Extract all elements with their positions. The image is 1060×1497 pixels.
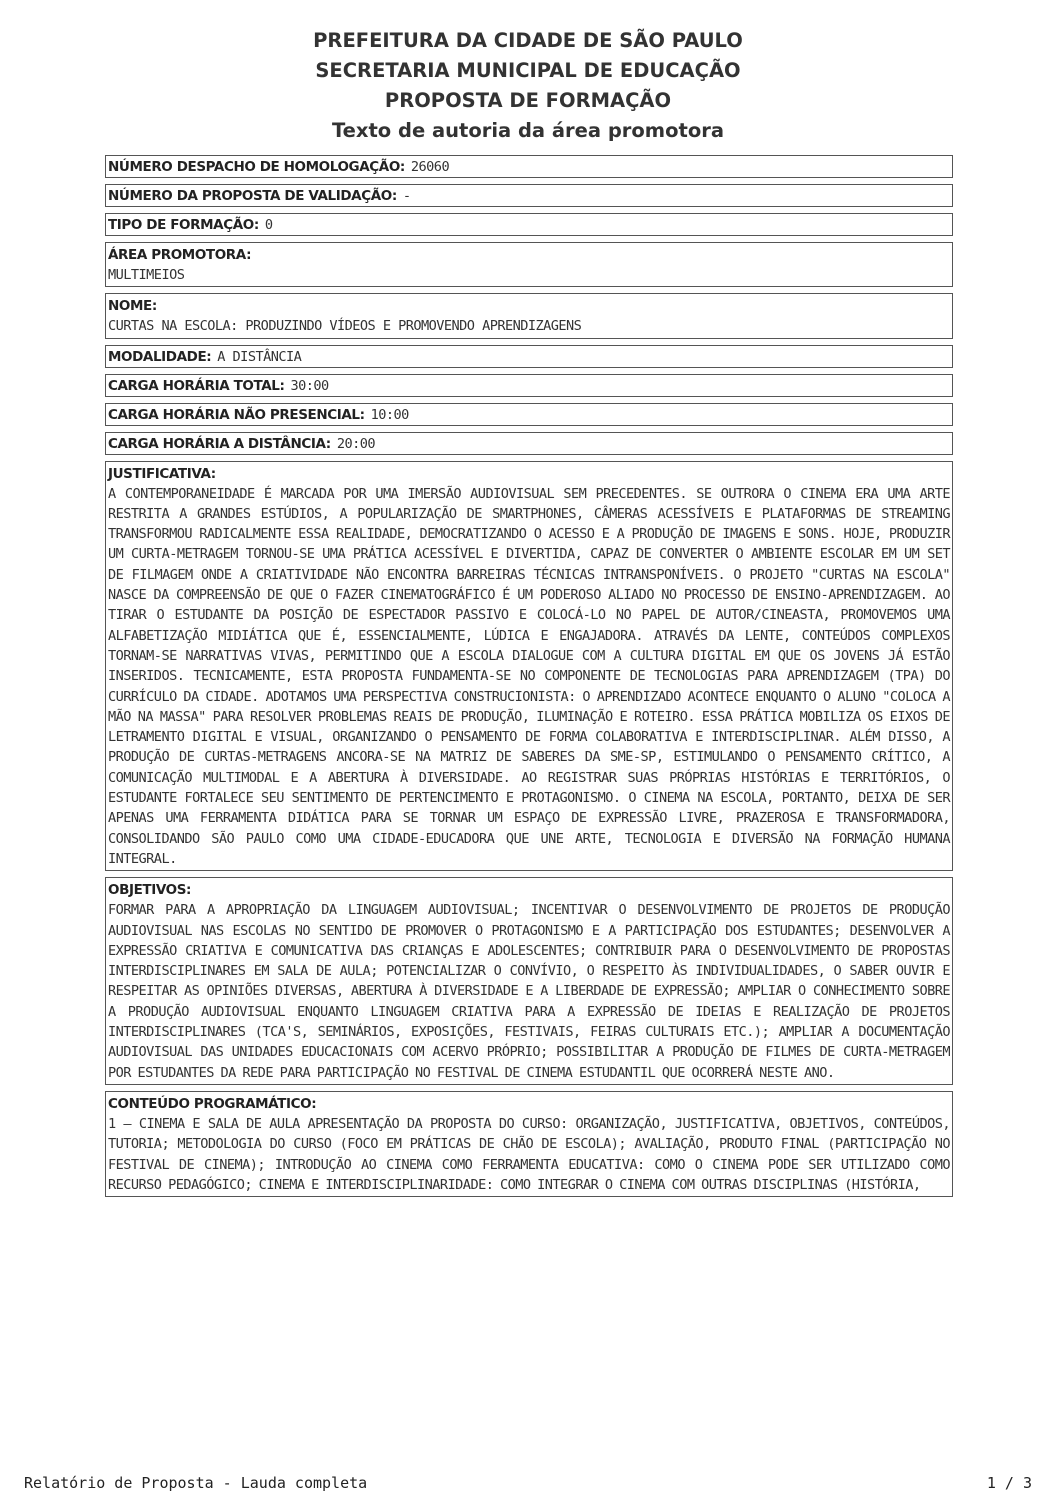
header-secretaria: SECRETARIA MUNICIPAL DE EDUCAÇÃO <box>315 59 741 82</box>
field-conteudo-value: 1 — CINEMA E SALA DE AULA APRESENTAÇÃO DA PROPOSTA DO CURSO: ORGANIZAÇÃO, JUSTIFICATIVA, OBJETIVOS, CONTEÚDOS, TUTORIA; METODOLOGIA DO CURSO (FOCO EM PRÁTICAS DE CHÃO DE ESCOLA); AVALIAÇÃO, PRODUTO FINAL (PARTICIPAÇÃO NO FESTIVAL DE CINEMA); INTRODUÇÃO AO CINEMA COMO FERRAMENTA EDUCATIVA: COMO O CINEMA PODE SER UTILIZADO COMO RECURSO PEDAGÓGICO; CINEMA E INTERDISCIPLINARIDADE: COMO INTEGRAR O CINEMA COM OUTRAS DISCIPLINAS (HISTÓRIA, <box>108 1115 950 1193</box>
field-proposta-value: - <box>402 188 411 204</box>
field-objetivos-label: OBJETIVOS: <box>108 882 192 899</box>
field-carga-nao-presencial-value: 10:00 <box>370 406 409 423</box>
header-autoria: Texto de autoria da área promotora <box>331 119 725 142</box>
footer-page-number: 1 / 3 <box>986 1474 1032 1492</box>
field-area-value: MULTIMEIOS <box>108 267 185 283</box>
field-tipo <box>105 213 953 236</box>
field-justificativa-label: JUSTIFICATIVA: <box>108 465 216 482</box>
field-nome-label: NOME: <box>108 298 157 315</box>
footer-report-title: Relatório de Proposta - Lauda completa <box>24 1474 368 1492</box>
field-area-label: ÁREA PROMOTORA: <box>108 247 252 263</box>
field-carga-distancia <box>105 432 953 455</box>
field-conteudo-label: CONTEÚDO PROGRAMÁTICO: <box>108 1095 317 1112</box>
field-justificativa <box>105 461 953 872</box>
field-despacho <box>105 155 953 178</box>
field-carga-total <box>105 374 953 397</box>
field-carga-total-value: 30:00 <box>290 377 329 394</box>
field-carga-distancia-value: 20:00 <box>336 435 375 452</box>
header-prefeitura: PREFEITURA DA CIDADE DE SÃO PAULO <box>313 29 743 52</box>
field-nome-value: CURTAS NA ESCOLA: PRODUZINDO VÍDEOS E PROMOVENDO APRENDIZAGENS <box>108 318 582 335</box>
field-modalidade-value: A DISTÂNCIA <box>217 348 302 365</box>
field-area <box>105 242 953 287</box>
field-proposta-label: NÚMERO DA PROPOSTA DE VALIDAÇÃO: <box>108 188 397 204</box>
field-conteudo <box>105 1091 953 1197</box>
field-tipo-label: TIPO DE FORMAÇÃO: <box>108 217 259 233</box>
field-carga-distancia-label: CARGA HORÁRIA A DISTÂNCIA: <box>108 435 331 452</box>
field-carga-nao-presencial-label: CARGA HORÁRIA NÃO PRESENCIAL: <box>108 406 365 423</box>
field-carga-nao-presencial <box>105 403 953 426</box>
field-modalidade-label: MODALIDADE: <box>108 348 212 365</box>
header-proposta: PROPOSTA DE FORMAÇÃO <box>384 89 672 112</box>
field-despacho-label: NÚMERO DESPACHO DE HOMOLOGAÇÃO: <box>108 159 405 175</box>
field-nome <box>105 293 953 338</box>
field-modalidade <box>105 345 953 368</box>
field-tipo-value: 0 <box>264 217 273 233</box>
field-objetivos <box>105 877 953 1085</box>
field-objetivos-value: FORMAR PARA A APROPRIAÇÃO DA LINGUAGEM AUDIOVISUAL; INCENTIVAR O DESENVOLVIMENTO DE PROJETOS DE PRODUÇÃO AUDIOVISUAL NAS ESCOLAS NO SENTIDO DE PROMOVER O PROTAGONISMO E A PARTICIPAÇÃO DOS ESTUDANTES; DESENVOLVER A EXPRESSÃO CRIATIVA E COMUNICATIVA DAS CRIANÇAS E ADOLESCENTES; CONTRIBUIR PARA O DESENVOLVIMENTO DE PROPOSTAS INTERDISCIPLINARES EM SALA DE AULA; POTENCIALIZAR O CONVÍVIO, O RESPEITO ÀS INDIVIDUALIDADES, O SABER OUVIR E RESPEITAR AS OPINIÕES DIVERSAS, ABERTURA À DIVERSIDADE E A LIBERDADE DE EXPRESSÃO; AMPLIAR O CONHECIMENTO SOBRE A PRODUÇÃO AUDIOVISUAL ENQUANTO LINGUAGEM CRIATIVA PARA A EXPRESSÃO DE IDEIAS E REALIZAÇÃO DE PROJETOS INTERDISCIPLINARES (TCA'S, SEMINÁRIOS, EXPOSIÇÕES, FESTIVAIS, FEIRAS CULTURAIS ETC.); AMPLIAR A DOCUMENTAÇÃO AUDIOVISUAL DAS UNIDADES EDUCACIONAIS COM ACERVO PRÓPRIO; POSSIBILITAR A PRODUÇÃO DE FILMES DE CURTA-METRAGEM POR ESTUDANTES DA REDE PARA PARTICIPAÇÃO NO FESTIVAL DE CINEMA ESTUDANTIL QUE OCORRERÁ NESTE ANO. <box>108 902 950 1081</box>
field-justificativa-value: A CONTEMPORANEIDADE É MARCADA POR UMA IMERSÃO AUDIOVISUAL SEM PRECEDENTES. SE OUTRORA O CINEMA ERA UMA ARTE RESTRITA A GRANDES ESTÚDIOS, A POPULARIZAÇÃO DE SMARTPHONES, CÂMERAS ACESSÍVEIS E PLATAFORMAS DE STREAMING TRANSFORMOU RADICALMENTE ESSA REALIDADE, DEMOCRATIZANDO O ACESSO E A PRODUÇÃO DE IMAGENS E SONS. HOJE, PRODUZIR UM CURTA-METRAGEM TORNOU-SE UMA PRÁTICA ACESSÍVEL E DIVERTIDA, CAPAZ DE CONVERTER O AMBIENTE ESCOLAR EM UM SET DE FILMAGEM ONDE A CRIATIVIDADE NÃO ENCONTRA BARREIRAS TÉCNICAS INTRANSPONÍVEIS. O PROJETO "CURTAS NA ESCOLA" NASCE DA COMPREENSÃO DE QUE O FAZER CINEMATOGRÁFICO É UM PODEROSO ALIADO NO PROCESSO DE ENSINO-APRENDIZAGEM. AO TIRAR O ESTUDANTE DA POSIÇÃO DE ESPECTADOR PASSIVO E COLOCÁ-LO NO PAPEL DE AUTOR/CINEASTA, PROMOVEMOS UMA ALFABETIZAÇÃO MIDIÁTICA QUE É, ESSENCIALMENTE, LÚDICA E ENGAJADORA. ATRAVÉS DA LENTE, CONTEÚDOS COMPLEXOS TORNAM-SE NARRATIVAS VIVAS, PERMITINDO QUE A ESCOLA DIALOGUE COM A CULTURA DIGITAL EM QUE OS JOVENS JÁ ESTÃO INSERIDOS. TECNICAMENTE, ESTA PROPOSTA FUNDAMENTA-SE NO COMPONENTE DE TECNOLOGIAS PARA APRENDIZAGEM (TPA) DO CURRÍCULO DA CIDADE. ADOTAMOS UMA PERSPECTIVA CONSTRUCIONISTA: O APRENDIZADO ACONTECE ENQUANTO O ALUNO "COLOCA A MÃO NA MASSA" PARA RESOLVER PROBLEMAS REAIS DE PRODUÇÃO, ILUMINAÇÃO E ROTEIRO. ESSA PRÁTICA MOBILIZA OS EIXOS DE LETRAMENTO DIGITAL E VISUAL, ORGANIZANDO O PENSAMENTO DE FORMA COLABORATIVA E INTERDISCIPLINAR. ALÉM DISSO, A PRODUÇÃO DE CURTAS-METRAGENS ANCORA-SE NA MATRIZ DE SABERES DA SME-SP, ESTIMULANDO O PENSAMENTO CRÍTICO, A COMUNICAÇÃO MULTIMODAL E A ABERTURA À DIVERSIDADE. AO REGISTRAR SUAS PRÓPRIAS HISTÓRIAS E TERRITÓRIOS, O ESTUDANTE FORTALECE SEU SENTIMENTO DE PERTENCIMENTO E PROTAGONISMO. O CINEMA NA ESCOLA, PORTANTO, DEIXA DE SER APENAS UMA FERRAMENTA DIDÁTICA PARA SE TORNAR UM ESPAÇO DE EXPRESSÃO LIVRE, PRAZEROSA E TRANSFORMADORA, CONSOLIDANDO SÃO PAULO COMO UMA CIDADE-EDUCADORA QUE UNE ARTE, TECNOLOGIA E DIVERSÃO NA FORMAÇÃO HUMANA INTEGRAL. <box>108 485 950 867</box>
form-fields <box>105 155 953 1203</box>
field-despacho-value: 26060 <box>410 159 450 175</box>
field-proposta <box>105 184 953 207</box>
document-header <box>0 26 1056 146</box>
field-carga-total-label: CARGA HORÁRIA TOTAL: <box>108 377 285 394</box>
